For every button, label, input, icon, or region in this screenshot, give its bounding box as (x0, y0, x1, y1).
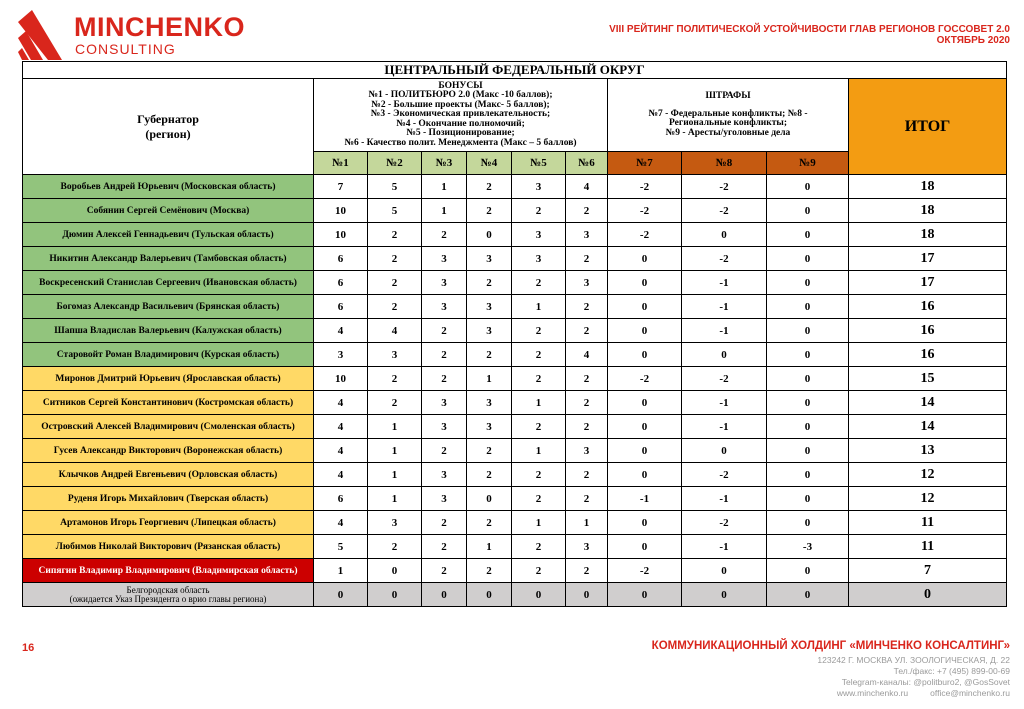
score-cell: 4 (566, 343, 608, 367)
score-cell: 0 (682, 559, 767, 583)
report-title-line1: VIII РЕЙТИНГ ПОЛИТИЧЕСКОЙ УСТОЙЧИВОСТИ ГЛАВ РЕГИОНОВ ГОССОВЕТ 2.0 (609, 24, 1010, 35)
score-cell: 0 (767, 511, 849, 535)
score-cell: 0 (608, 583, 682, 607)
total-cell: 16 (849, 319, 1007, 343)
score-cell: 2 (368, 367, 422, 391)
score-cell: 1 (314, 559, 368, 583)
total-cell: 16 (849, 295, 1007, 319)
score-cell: 3 (512, 247, 566, 271)
total-cell: 14 (849, 391, 1007, 415)
score-cell: 0 (767, 439, 849, 463)
score-cell: -2 (608, 199, 682, 223)
score-cell: 2 (512, 199, 566, 223)
score-cell: 3 (368, 511, 422, 535)
score-cell: 4 (314, 415, 368, 439)
bonus-line: №2 - Большие проекты (Макс- 5 баллов); (371, 99, 550, 110)
column-header: №3 (422, 152, 467, 175)
score-cell: 0 (767, 463, 849, 487)
governor-name: Островский Алексей Владимирович (Смоленская область) (23, 415, 314, 439)
score-cell: -1 (682, 271, 767, 295)
contact-block (815, 655, 1010, 699)
score-cell: -1 (682, 295, 767, 319)
governor-header-line2: (регион) (145, 126, 191, 141)
governor-name: Гусев Александр Викторович (Воронежская область) (23, 439, 314, 463)
score-cell: 2 (368, 391, 422, 415)
total-cell: 11 (849, 535, 1007, 559)
governor-name: Руденя Игорь Михайлович (Тверская область) (23, 487, 314, 511)
score-cell: 1 (422, 199, 467, 223)
penalty-line: Региональные конфликты; (668, 118, 787, 128)
score-cell: 2 (467, 343, 512, 367)
score-cell: 0 (682, 583, 767, 607)
brand-name: MINCHENKO (74, 12, 245, 42)
bonus-line: №5 - Позиционирование; (406, 128, 515, 139)
score-cell: 0 (767, 295, 849, 319)
score-cell: 4 (566, 175, 608, 199)
score-cell: 2 (566, 199, 608, 223)
score-cell: 2 (422, 439, 467, 463)
score-cell: 4 (314, 391, 368, 415)
score-cell: -2 (682, 511, 767, 535)
score-cell: 2 (422, 319, 467, 343)
score-cell: 3 (422, 391, 467, 415)
score-cell: 4 (314, 319, 368, 343)
score-cell: 0 (767, 583, 849, 607)
table-row (23, 367, 1007, 391)
governor-header (23, 79, 314, 175)
score-cell: 3 (566, 223, 608, 247)
score-cell: 6 (314, 271, 368, 295)
score-cell: 3 (467, 247, 512, 271)
score-cell: 0 (767, 559, 849, 583)
total-cell: 18 (849, 199, 1007, 223)
score-cell: 2 (368, 271, 422, 295)
column-header: №5 (512, 152, 566, 175)
score-cell: 2 (467, 439, 512, 463)
score-cell: -1 (682, 487, 767, 511)
score-cell: 1 (512, 295, 566, 319)
score-cell: 0 (608, 247, 682, 271)
score-cell: 1 (566, 511, 608, 535)
table-row (23, 319, 1007, 343)
score-cell: -2 (682, 175, 767, 199)
table-row (23, 271, 1007, 295)
score-cell: 3 (512, 175, 566, 199)
page-number: 16 (22, 642, 35, 654)
region-name: Белгородская область (126, 584, 210, 595)
score-cell: 0 (608, 511, 682, 535)
score-cell: 0 (608, 391, 682, 415)
score-cell: -1 (682, 391, 767, 415)
score-cell: 0 (467, 487, 512, 511)
governor-name: Старовойт Роман Владимирович (Курская область) (23, 343, 314, 367)
score-cell: 0 (682, 223, 767, 247)
governor-name: Воробьев Андрей Юрьевич (Московская область) (23, 175, 314, 199)
score-cell: 4 (314, 439, 368, 463)
score-cell: 1 (368, 439, 422, 463)
column-header: №7 (608, 152, 682, 175)
column-header: №1 (314, 152, 368, 175)
score-cell: -2 (682, 367, 767, 391)
district-title: ЦЕНТРАЛЬНЫЙ ФЕДЕРАЛЬНЫЙ ОКРУГ (23, 62, 1007, 79)
score-cell: 0 (767, 487, 849, 511)
score-cell: 4 (314, 511, 368, 535)
score-cell: 2 (566, 295, 608, 319)
table-row (23, 223, 1007, 247)
score-cell: 0 (608, 343, 682, 367)
score-cell: -2 (682, 199, 767, 223)
table-row (23, 247, 1007, 271)
score-cell: 2 (512, 487, 566, 511)
score-cell: 6 (314, 295, 368, 319)
score-cell: 3 (566, 535, 608, 559)
score-cell: 2 (467, 511, 512, 535)
score-cell: 1 (467, 535, 512, 559)
rating-table (22, 61, 1007, 607)
score-cell: 1 (512, 439, 566, 463)
total-cell: 18 (849, 223, 1007, 247)
total-cell: 16 (849, 343, 1007, 367)
score-cell: 0 (767, 343, 849, 367)
score-cell: -2 (608, 559, 682, 583)
score-cell: 0 (467, 223, 512, 247)
score-cell: -2 (682, 463, 767, 487)
report-title (609, 24, 1010, 46)
score-cell: 6 (314, 487, 368, 511)
score-cell: 5 (368, 175, 422, 199)
website-link[interactable]: www.minchenko.ru (836, 688, 909, 698)
score-cell: 0 (368, 583, 422, 607)
score-cell: 0 (608, 535, 682, 559)
table-row (23, 343, 1007, 367)
score-cell: 3 (422, 247, 467, 271)
governor-name: Шапша Владислав Валерьевич (Калужская область) (23, 319, 314, 343)
total-cell: 7 (849, 559, 1007, 583)
region-pending (23, 583, 314, 607)
bonus-line: №6 - Качество полит. Менеджмента (Макс – 5 баллов) (344, 137, 577, 148)
score-cell: 0 (767, 415, 849, 439)
score-cell: 0 (767, 271, 849, 295)
column-header: №4 (467, 152, 512, 175)
score-cell: 0 (608, 463, 682, 487)
column-header: №8 (682, 152, 767, 175)
score-cell: 0 (682, 439, 767, 463)
score-cell: 2 (467, 199, 512, 223)
score-cell: -2 (608, 175, 682, 199)
score-cell: -2 (608, 367, 682, 391)
telegram-channels: Telegram-каналы: @politburo2, @GosSovet (841, 677, 1010, 687)
score-cell: 10 (314, 199, 368, 223)
score-cell: 1 (422, 175, 467, 199)
bonus-line: №4 - Окончание полномочий; (396, 118, 525, 129)
score-cell: 2 (566, 487, 608, 511)
table-row (23, 415, 1007, 439)
company-name: КОММУНИКАЦИОННЫЙ ХОЛДИНГ «МИНЧЕНКО КОНСАЛТИНГ» (651, 640, 1010, 652)
score-cell: 2 (512, 319, 566, 343)
score-cell: 3 (566, 271, 608, 295)
total-header: ИТОГ (849, 79, 1007, 175)
score-cell: -1 (682, 319, 767, 343)
email-link[interactable]: office@minchenko.ru (930, 688, 1010, 698)
score-cell: 3 (422, 415, 467, 439)
score-cell: 2 (566, 367, 608, 391)
score-cell: 0 (608, 295, 682, 319)
score-cell: 0 (467, 583, 512, 607)
total-cell: 17 (849, 271, 1007, 295)
phone: Тел./факс: +7 (495) 899-00-69 (893, 666, 1010, 676)
total-cell: 15 (849, 367, 1007, 391)
governor-name: Дюмин Алексей Геннадьевич (Тульская область) (23, 223, 314, 247)
score-cell: 0 (767, 367, 849, 391)
score-cell: 1 (512, 511, 566, 535)
score-cell: 6 (314, 247, 368, 271)
score-cell: 5 (314, 535, 368, 559)
score-cell: 0 (608, 319, 682, 343)
region-note: (ожидается Указ Президента о врио главы региона) (69, 593, 267, 604)
score-cell: -2 (608, 223, 682, 247)
governor-name: Ситников Сергей Константинович (Костромская область) (23, 391, 314, 415)
table-row (23, 463, 1007, 487)
logo-stripes-icon (18, 10, 70, 60)
table-row (23, 391, 1007, 415)
penalty-line: №7 - Федеральные конфликты; №8 - (648, 108, 808, 119)
score-cell: 2 (368, 247, 422, 271)
governor-name: Любимов Николай Викторович (Рязанская область) (23, 535, 314, 559)
total-cell: 11 (849, 511, 1007, 535)
score-cell: 3 (566, 439, 608, 463)
governor-name: Богомаз Александр Васильевич (Брянская область) (23, 295, 314, 319)
score-cell: -2 (682, 247, 767, 271)
score-cell: 2 (422, 559, 467, 583)
table-row (23, 511, 1007, 535)
total-cell: 12 (849, 463, 1007, 487)
total-cell: 0 (849, 583, 1007, 607)
score-cell: 2 (467, 559, 512, 583)
score-cell: 2 (467, 271, 512, 295)
score-cell: 0 (767, 319, 849, 343)
score-cell: 0 (767, 175, 849, 199)
score-cell: 2 (566, 247, 608, 271)
score-cell: 0 (566, 583, 608, 607)
score-cell: 2 (467, 175, 512, 199)
score-cell: 2 (422, 223, 467, 247)
score-cell: 2 (512, 271, 566, 295)
score-cell: 2 (566, 391, 608, 415)
governor-name: Клычков Андрей Евгеньевич (Орловская область) (23, 463, 314, 487)
report-title-line2: ОКТЯБРЬ 2020 (936, 35, 1010, 46)
score-cell: -1 (682, 415, 767, 439)
table-row (23, 439, 1007, 463)
total-cell: 17 (849, 247, 1007, 271)
score-cell: 3 (422, 487, 467, 511)
penalty-line: ШТРАФЫ (705, 91, 751, 101)
penalty-line: №9 - Аресты/уголовные дела (665, 127, 791, 138)
score-cell: 0 (682, 343, 767, 367)
column-header: №2 (368, 152, 422, 175)
score-cell: 2 (368, 295, 422, 319)
score-cell: 2 (422, 511, 467, 535)
score-cell: 4 (314, 463, 368, 487)
minchenko-logo (18, 10, 243, 60)
score-cell: 1 (467, 367, 512, 391)
table-row-pending (23, 583, 1007, 607)
score-cell: 0 (767, 199, 849, 223)
governor-name: Миронов Дмитрий Юрьевич (Ярославская область) (23, 367, 314, 391)
governor-name: Сипягин Владимир Владимирович (Владимирская область) (23, 559, 314, 583)
score-cell: 0 (608, 415, 682, 439)
table-row (23, 175, 1007, 199)
score-cell: 2 (467, 463, 512, 487)
score-cell: 5 (368, 199, 422, 223)
address: 123242 Г. МОСКВА УЛ. ЗООЛОГИЧЕСКАЯ, Д. 22 (817, 655, 1010, 665)
score-cell: 10 (314, 223, 368, 247)
governor-name: Собянин Сергей Семёнович (Москва) (23, 199, 314, 223)
web-contacts (815, 688, 1010, 699)
score-cell: 2 (368, 223, 422, 247)
penalty-header (608, 79, 849, 152)
table-row (23, 295, 1007, 319)
score-cell: 3 (467, 391, 512, 415)
score-cell: 7 (314, 175, 368, 199)
table-row (23, 199, 1007, 223)
bonus-header (314, 79, 608, 152)
score-cell: 2 (512, 343, 566, 367)
column-header: №6 (566, 152, 608, 175)
score-cell: 3 (314, 343, 368, 367)
score-cell: 2 (368, 535, 422, 559)
table-row (23, 535, 1007, 559)
score-cell: 2 (566, 559, 608, 583)
score-cell: 1 (368, 487, 422, 511)
score-cell: 3 (422, 463, 467, 487)
score-cell: 2 (512, 535, 566, 559)
score-cell: -3 (767, 535, 849, 559)
score-cell: 0 (767, 391, 849, 415)
score-cell: 2 (566, 415, 608, 439)
table-row (23, 487, 1007, 511)
score-cell: 0 (422, 583, 467, 607)
score-cell: 0 (512, 583, 566, 607)
score-cell: 3 (422, 271, 467, 295)
score-cell: 1 (512, 391, 566, 415)
score-cell: 0 (608, 271, 682, 295)
score-cell: 0 (767, 247, 849, 271)
governor-name: Артамонов Игорь Георгиевич (Липецкая область) (23, 511, 314, 535)
table-row (23, 559, 1007, 583)
score-cell: 2 (512, 367, 566, 391)
governor-name: Никитин Александр Валерьевич (Тамбовская область) (23, 247, 314, 271)
score-cell: 2 (512, 415, 566, 439)
score-cell: 1 (368, 463, 422, 487)
governor-header-line1: Губернатор (137, 111, 199, 126)
score-cell: 2 (422, 367, 467, 391)
score-cell: 4 (368, 319, 422, 343)
brand-subtitle: CONSULTING (75, 41, 176, 57)
score-cell: 2 (512, 463, 566, 487)
score-cell: 3 (467, 319, 512, 343)
score-cell: 0 (767, 223, 849, 247)
total-cell: 18 (849, 175, 1007, 199)
score-cell: 2 (566, 319, 608, 343)
bonus-line: №1 - ПОЛИТБЮРО 2.0 (Макс -10 баллов); (368, 90, 553, 101)
score-cell: 3 (368, 343, 422, 367)
score-cell: 0 (368, 559, 422, 583)
total-cell: 12 (849, 487, 1007, 511)
score-cell: 2 (422, 535, 467, 559)
bonus-line: №3 - Экономическая привлекательность; (370, 109, 551, 120)
score-cell: 3 (422, 295, 467, 319)
total-cell: 14 (849, 415, 1007, 439)
score-cell: 0 (608, 439, 682, 463)
column-header: №9 (767, 152, 849, 175)
score-cell: 0 (314, 583, 368, 607)
score-cell: -1 (682, 535, 767, 559)
score-cell: 2 (422, 343, 467, 367)
score-cell: 3 (512, 223, 566, 247)
bonus-line: БОНУСЫ (438, 80, 483, 91)
governor-name: Воскресенский Станислав Сергеевич (Ивановская область) (23, 271, 314, 295)
total-cell: 13 (849, 439, 1007, 463)
score-cell: 10 (314, 367, 368, 391)
score-cell: 2 (512, 559, 566, 583)
score-cell: 1 (368, 415, 422, 439)
score-cell: -1 (608, 487, 682, 511)
score-cell: 3 (467, 295, 512, 319)
score-cell: 2 (566, 463, 608, 487)
score-cell: 3 (467, 415, 512, 439)
